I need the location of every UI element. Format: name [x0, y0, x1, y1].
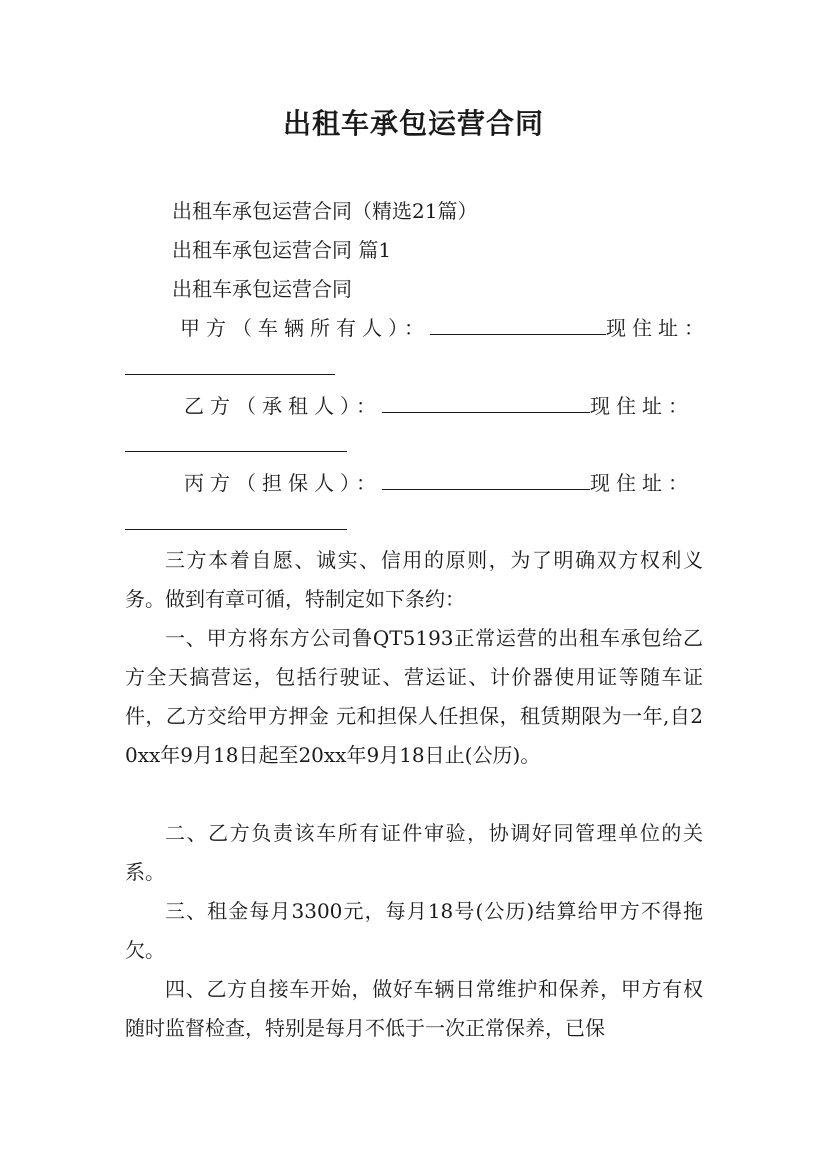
party-a-label: 甲方（车辆所有人）： — [180, 316, 430, 340]
paragraph-principle: 三方本着自愿、诚实、信用的原则，为了明确双方权利义务。做到有章可循，特制定如下条约： — [125, 548, 703, 611]
heading-line-1: 出租车承包运营合同（精选21篇） — [172, 199, 478, 223]
party-c-name-blank — [382, 467, 590, 490]
party-c-address-label: 现住址： — [590, 471, 694, 495]
party-c-address-blank — [125, 529, 347, 530]
party-b-line — [184, 390, 694, 421]
heading-line-2: 出租车承包运营合同 篇1 — [172, 238, 392, 262]
party-a-address-label: 现住址： — [606, 316, 710, 340]
heading-line-3: 出租车承包运营合同 — [172, 277, 352, 301]
party-b-label: 乙方（承租人）： — [184, 394, 382, 418]
paragraph-clause-1: 一、甲方将东方公司鲁QT5193正常运营的出租车承包给乙方全天搞营运，包括行驶证、营运证、计价器使用证等随车证件，乙方交给甲方押金 元和担保人任担保，租赁期限为一年,自20xx年9月18日起至20xx年9月18日止(公历)。 — [125, 626, 703, 767]
paragraph-clause-2: 二、乙方负责该车所有证件审验，协调好同管理单位的关系。 — [125, 821, 703, 884]
party-b-address-blank — [125, 451, 347, 452]
paragraph-clause-4: 四、乙方自接车开始，做好车辆日常维护和保养，甲方有权随时监督检查，特别是每月不低于一次正常保养，已保 — [125, 977, 703, 1040]
document-title: 出租车承包运营合同 — [282, 107, 544, 140]
party-b-name-blank — [382, 390, 590, 413]
paragraph-clause-3: 三、租金每月3300元，每月18号(公历)结算给甲方不得拖欠。 — [125, 899, 703, 962]
party-a-name-blank — [430, 312, 606, 335]
party-b-address-label: 现住址： — [590, 394, 694, 418]
party-c-line — [184, 467, 694, 498]
party-c-label: 丙方（担保人）： — [184, 471, 382, 495]
party-a-address-blank — [125, 374, 335, 375]
party-a-line — [180, 312, 710, 343]
